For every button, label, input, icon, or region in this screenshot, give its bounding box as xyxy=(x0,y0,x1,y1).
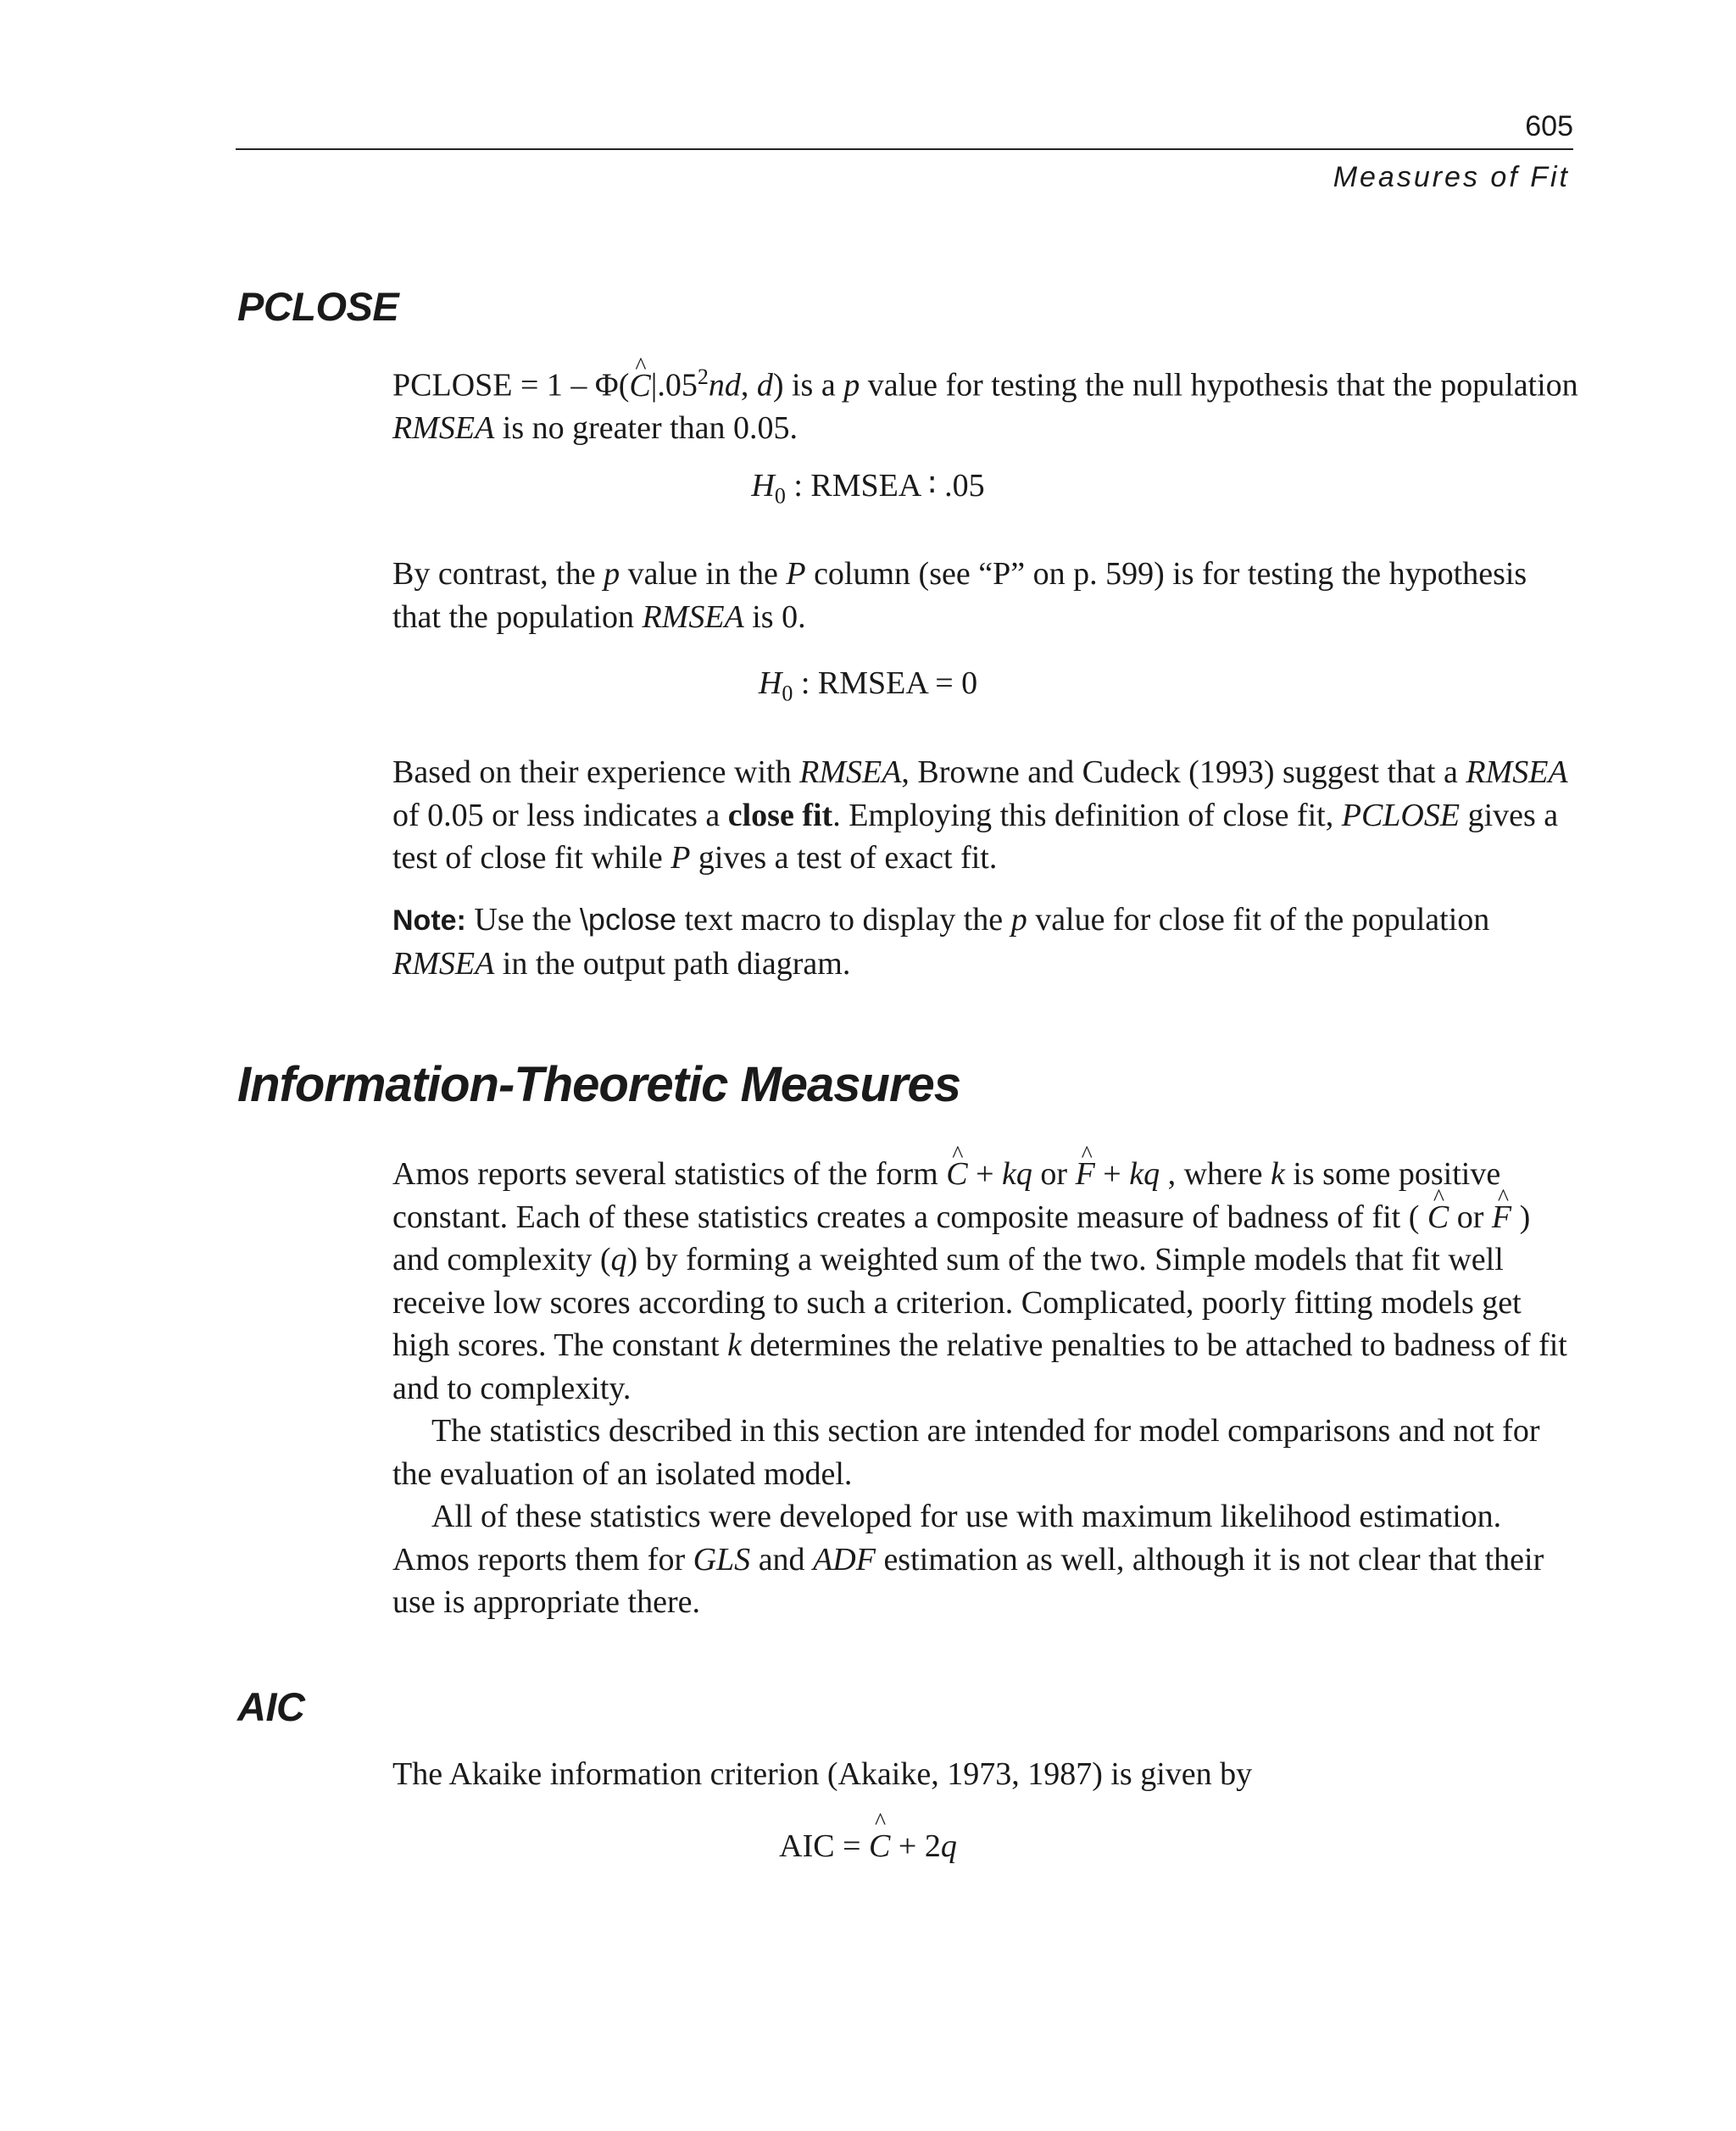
header-rule xyxy=(236,148,1573,150)
pclose-paragraph-1: PCLOSE = 1 – Φ(^ $C|.05^2nd$, d) is a p value for testing the null hypothesis that the population RMSEA is no greater than 0.05. xyxy=(392,356,1579,450)
pclose-paragraph-3: Based on their experience with RMSEA, Browne and Cudeck (1993) suggest that a RMSEA of 0.05 or less indicates a close fit. Employing this definition of close fit, PCLOSE gives a test of close fit while P gives a test of exact fit. xyxy=(392,754,1568,876)
info-body xyxy=(392,1153,1579,1624)
info-paragraph-3: All of these statistics were developed for use with maximum likelihood estimation. Amos reports them for GLS and ADF estimation as well, although it is not clear that their use is appropriate there. xyxy=(392,1499,1544,1620)
section-heading-aic: AIC xyxy=(237,1684,305,1729)
section-heading-information-theoretic: Information-Theoretic Measures xyxy=(237,1057,961,1112)
equation-aic: AIC = ^ C + 2q xyxy=(0,1828,1736,1865)
aic-paragraph-1: The Akaike information criterion (Akaike, 1973, 1987) is given by xyxy=(392,1756,1253,1792)
section-heading-pclose: PCLOSE xyxy=(237,284,399,329)
equation-h0-close: $H_0$ : RMSEA ∶ .05 xyxy=(751,468,985,509)
running-head: Measures of Fit xyxy=(1333,161,1570,193)
info-paragraph-1: Amos reports several statistics of the form ^ C + kq or ^ F + kq , where k is some positive constant. Each of these statistics creates a composite measure of badness of fit ( ^ C or ^ F ) and complexity (q) by forming a weighted sum of the two. Simple models that fit well receive low scores according to such a criterion. Complicated, poorly fitting models get high scores. The constant k determines the relative penalties to be attached to badness of fit and to complexity. xyxy=(392,1153,1579,1410)
pclose-note: Note: Use the \pclose text macro to display the p value for close fit of the population RMSEA in the output path diagram. xyxy=(392,902,1490,982)
page-number: 605 xyxy=(1525,110,1573,142)
pclose-paragraph-2: By contrast, the p value in the P column (see “P” on p. 599) is for testing the hypothesis that the population RMSEA is 0. xyxy=(392,556,1527,635)
equation-h0-exact: $H_0$ : RMSEA = 0 xyxy=(758,665,978,706)
info-paragraph-2: The statistics described in this section are intended for model comparisons and not for the evaluation of an isolated model. xyxy=(392,1413,1540,1492)
